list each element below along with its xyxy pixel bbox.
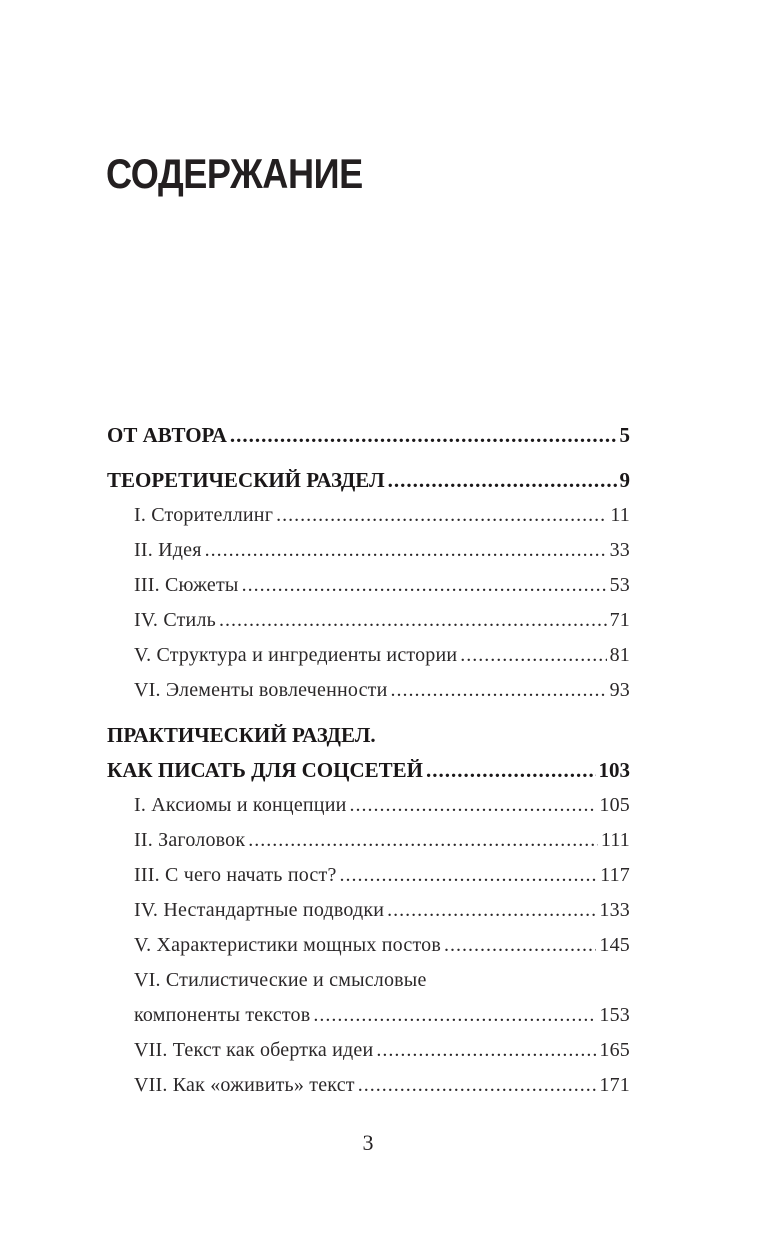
toc-entry: [107, 673, 630, 708]
toc-section-entry: [107, 753, 630, 788]
toc-entry: [107, 893, 630, 928]
toc-entry-title: VI. Стилистические и смысловые: [134, 969, 427, 991]
toc-entry: [107, 858, 630, 893]
dot-leader: [391, 673, 607, 708]
page-title: СОДЕРЖАНИЕ: [106, 150, 363, 197]
toc-entry-title: КАК ПИСАТЬ ДЛЯ СОЦСЕТЕЙ: [107, 758, 423, 782]
toc-entry-page: 117: [600, 864, 630, 886]
toc-entry-title: ТЕОРЕТИЧЕСКИЙ РАЗДЕЛ: [107, 468, 385, 492]
toc-entry-page: 71: [609, 609, 630, 631]
toc-entry-page: 33: [609, 539, 630, 561]
dot-leader: [230, 418, 617, 453]
dot-leader: [426, 753, 596, 788]
toc-entry-title: I. Аксиомы и концепции: [134, 794, 347, 816]
toc-entry-page: 11: [610, 504, 630, 526]
toc-entry-page: 133: [599, 899, 630, 921]
dot-leader: [276, 498, 607, 533]
toc-entry-title: II. Идея: [134, 539, 202, 561]
toc-entry-title: IV. Нестандартные подводки: [134, 899, 385, 921]
toc-entry: [107, 498, 630, 533]
toc-entry-title: VII. Текст как обертка идеи: [134, 1039, 374, 1061]
toc-entry-page: 145: [599, 934, 630, 956]
toc-entry-title: III. Сюжеты: [134, 574, 239, 596]
toc-entry: [107, 533, 630, 568]
toc-entry-title: III. С чего начать пост?: [134, 864, 337, 886]
toc-entry-page: 105: [599, 794, 630, 816]
toc-entry-page: 111: [600, 829, 630, 851]
toc-entry-page: 93: [609, 679, 630, 701]
toc-entry-title: I. Сторителлинг: [134, 504, 274, 526]
toc-entry: [107, 928, 630, 963]
dot-leader: [340, 858, 598, 893]
dot-leader: [248, 823, 598, 858]
toc-entry: [107, 603, 630, 638]
page-number: 3: [362, 1130, 374, 1155]
toc-entry-title: ОТ АВТОРА: [107, 423, 227, 447]
toc-entry-page: 171: [599, 1074, 630, 1096]
toc-entry-page: 81: [609, 644, 630, 666]
toc-entry-page: 165: [599, 1039, 630, 1061]
dot-leader: [350, 788, 597, 823]
dot-leader: [358, 1068, 597, 1103]
toc-entry-title: ПРАКТИЧЕСКИЙ РАЗДЕЛ.: [107, 723, 376, 747]
toc-entry-page: 153: [599, 1004, 630, 1026]
dot-leader: [205, 533, 607, 568]
toc-entry-title: IV. Стиль: [134, 609, 216, 631]
toc-section-entry: [107, 463, 630, 498]
toc-entry-page: 103: [598, 758, 630, 782]
dot-leader: [388, 463, 617, 498]
toc-entry: [107, 638, 630, 673]
toc-entry: [107, 568, 630, 603]
toc-entry: [107, 788, 630, 823]
toc-entry-title: VII. Как «оживить» текст: [134, 1074, 355, 1096]
toc-entry: [107, 963, 630, 998]
toc-entry: [107, 1033, 630, 1068]
toc-entry: [107, 1068, 630, 1103]
toc-entry: [107, 823, 630, 858]
dot-leader: [242, 568, 607, 603]
toc-entry: [107, 998, 630, 1033]
dot-leader: [313, 998, 596, 1033]
table-of-contents: [107, 418, 630, 1103]
toc-entry-title: II. Заголовок: [134, 829, 246, 851]
dot-leader: [219, 603, 607, 638]
dot-leader: [387, 893, 596, 928]
dot-leader: [460, 638, 606, 673]
dot-leader: [444, 928, 596, 963]
toc-section-entry: [107, 418, 630, 453]
dot-leader: [376, 1033, 596, 1068]
toc-entry-title: V. Характеристики мощных постов: [134, 934, 441, 956]
toc-entry-page: 53: [609, 574, 630, 596]
toc-entry-title: V. Структура и ингредиенты истории: [134, 644, 458, 666]
toc-section-entry: [107, 718, 630, 753]
toc-entry-page: 9: [619, 468, 630, 492]
toc-entry-title: VI. Элементы вовлеченности: [134, 679, 388, 701]
toc-entry-title: компоненты текстов: [134, 1004, 311, 1026]
toc-entry-page: 5: [619, 423, 630, 447]
